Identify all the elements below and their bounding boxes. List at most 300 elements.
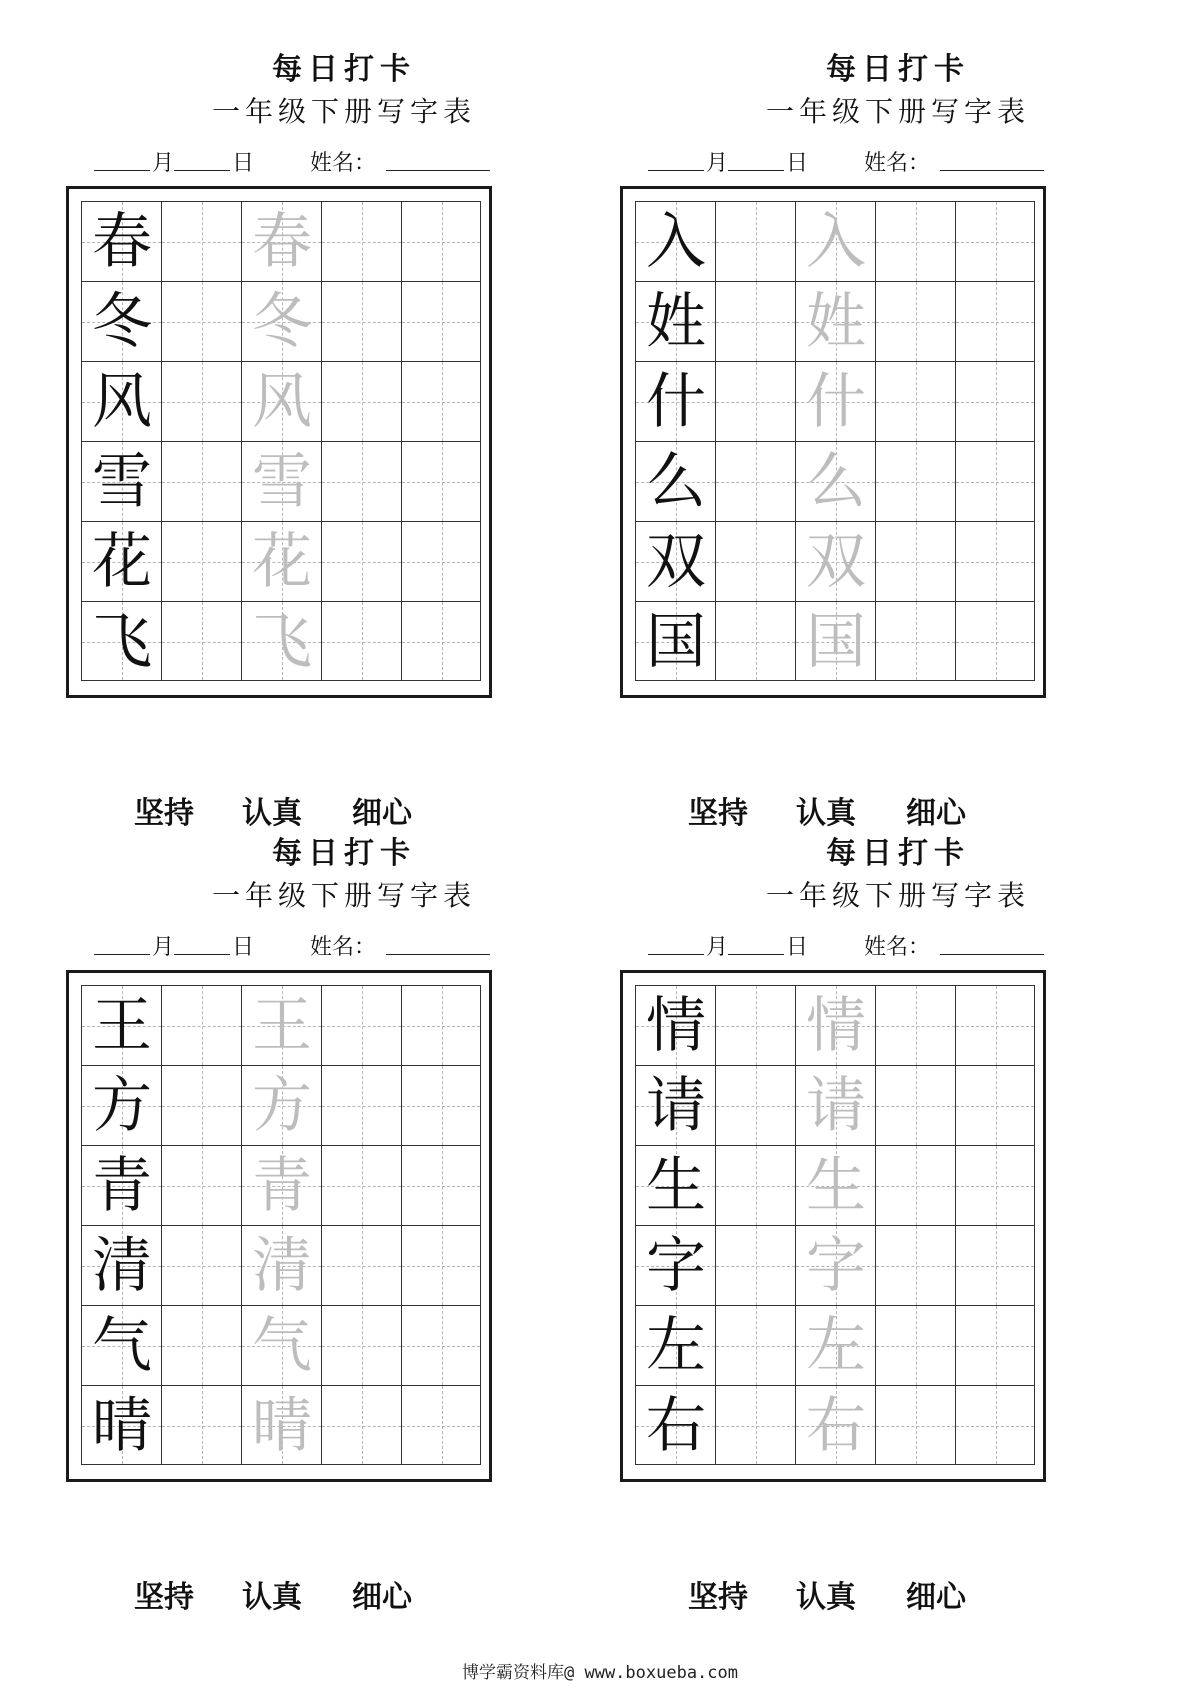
guide-line-horizontal [956, 242, 1034, 243]
trace-character: 飞 [252, 607, 312, 677]
month-blank[interactable] [94, 930, 150, 955]
guide-line-horizontal [402, 1026, 480, 1027]
practice-cell[interactable] [161, 201, 241, 281]
motto-row [618, 1572, 1178, 1615]
day-blank[interactable] [728, 146, 784, 171]
practice-cell[interactable] [321, 985, 401, 1065]
model-character: 气 [92, 1311, 152, 1381]
model-character: 青 [92, 1151, 152, 1221]
guide-line-horizontal [716, 1186, 795, 1187]
trace-char-cell [241, 281, 321, 361]
guide-line-horizontal [162, 1346, 241, 1347]
writing-grid [635, 985, 1035, 1465]
day-label: 日 [786, 151, 809, 176]
practice-cell[interactable] [401, 201, 481, 281]
practice-cell[interactable] [875, 1385, 955, 1465]
motto-word: 细心 [906, 796, 966, 831]
guide-line-horizontal [876, 1186, 955, 1187]
practice-cell[interactable] [321, 1065, 401, 1145]
practice-cell[interactable] [161, 361, 241, 441]
trace-character: 左 [806, 1311, 866, 1381]
model-char-cell [635, 1225, 715, 1305]
guide-line-horizontal [322, 322, 401, 323]
practice-cell[interactable] [321, 521, 401, 601]
day-blank[interactable] [728, 930, 784, 955]
guide-line-horizontal [876, 402, 955, 403]
writing-grid-frame [620, 970, 1046, 1482]
practice-cell[interactable] [161, 1225, 241, 1305]
practice-cell[interactable] [875, 1225, 955, 1305]
model-char-cell [81, 1385, 161, 1465]
trace-char-cell [241, 441, 321, 521]
practice-cell[interactable] [955, 1305, 1035, 1385]
trace-char-cell [241, 361, 321, 441]
writing-grid [81, 985, 481, 1465]
model-char-cell [81, 1305, 161, 1385]
writing-grid-frame [620, 186, 1046, 698]
practice-cell[interactable] [955, 201, 1035, 281]
month-blank[interactable] [94, 146, 150, 171]
name-label: 姓名： [864, 151, 931, 176]
sheet-subtitle: 一年级下册写字表 [765, 879, 1030, 912]
practice-cell[interactable] [875, 1305, 955, 1385]
guide-line-horizontal [876, 1026, 955, 1027]
guide-line-horizontal [716, 1346, 795, 1347]
name-label: 姓名： [864, 935, 931, 960]
guide-line-horizontal [322, 1026, 401, 1027]
practice-cell[interactable] [715, 1225, 795, 1305]
guide-line-horizontal [956, 1106, 1034, 1107]
guide-line-horizontal [322, 642, 401, 643]
practice-cell[interactable] [321, 1145, 401, 1225]
model-char-cell [81, 601, 161, 681]
model-char-cell [635, 601, 715, 681]
model-character: 飞 [92, 607, 152, 677]
name-blank[interactable] [386, 930, 490, 955]
trace-character: 右 [806, 1391, 866, 1461]
guide-line-horizontal [876, 482, 955, 483]
sheet-title: 每日打卡 [826, 836, 970, 871]
model-char-cell [81, 1065, 161, 1145]
guide-line-horizontal [716, 562, 795, 563]
guide-line-horizontal [322, 482, 401, 483]
trace-char-cell [795, 201, 875, 281]
model-character: 左 [646, 1311, 706, 1381]
model-character: 方 [92, 1071, 152, 1141]
practice-cell[interactable] [401, 1385, 481, 1465]
model-character: 风 [92, 367, 152, 437]
guide-line-horizontal [956, 1266, 1034, 1267]
trace-char-cell [241, 1305, 321, 1385]
guide-line-horizontal [162, 322, 241, 323]
trace-char-cell [795, 1305, 875, 1385]
trace-char-cell [241, 985, 321, 1065]
practice-cell[interactable] [715, 1305, 795, 1385]
date-name-row [648, 930, 1148, 962]
guide-line-horizontal [876, 1346, 955, 1347]
guide-line-horizontal [876, 1266, 955, 1267]
model-character: 生 [646, 1151, 706, 1221]
writing-grid [81, 201, 481, 681]
trace-character: 春 [252, 207, 312, 277]
trace-character: 什 [806, 367, 866, 437]
month-label: 月 [706, 935, 729, 960]
trace-character: 王 [252, 991, 312, 1061]
motto-word: 细心 [906, 1580, 966, 1615]
guide-line-horizontal [956, 1186, 1034, 1187]
trace-char-cell [241, 601, 321, 681]
practice-cell[interactable] [955, 521, 1035, 601]
trace-char-cell [241, 1065, 321, 1145]
practice-cell[interactable] [161, 985, 241, 1065]
trace-char-cell [795, 1145, 875, 1225]
guide-line-horizontal [876, 1106, 955, 1107]
guide-line-horizontal [402, 1266, 480, 1267]
practice-cell[interactable] [401, 1065, 481, 1145]
trace-character: 姓 [806, 287, 866, 357]
footer-watermark: 博学霸资料库@ www.boxueba.com [462, 1663, 738, 1683]
practice-cell[interactable] [401, 985, 481, 1065]
guide-line-horizontal [402, 642, 480, 643]
practice-cell[interactable] [875, 1145, 955, 1225]
name-blank[interactable] [940, 146, 1044, 171]
guide-line-horizontal [876, 562, 955, 563]
model-char-cell [81, 441, 161, 521]
practice-cell[interactable] [875, 1065, 955, 1145]
motto-word: 细心 [352, 1580, 412, 1615]
practice-cell[interactable] [955, 601, 1035, 681]
guide-line-horizontal [322, 1346, 401, 1347]
model-char-cell [635, 281, 715, 361]
guide-line-horizontal [716, 642, 795, 643]
trace-char-cell [795, 361, 875, 441]
date-name-row [648, 146, 1148, 178]
guide-line-horizontal [402, 562, 480, 563]
model-character: 清 [92, 1231, 152, 1301]
writing-grid-frame [66, 970, 492, 1482]
practice-cell[interactable] [161, 1385, 241, 1465]
guide-line-horizontal [322, 1426, 401, 1427]
model-character: 晴 [92, 1391, 152, 1461]
practice-cell[interactable] [715, 1145, 795, 1225]
guide-line-horizontal [162, 1026, 241, 1027]
guide-line-horizontal [322, 242, 401, 243]
model-character: 字 [646, 1231, 706, 1301]
model-char-cell [81, 521, 161, 601]
practice-cell[interactable] [715, 361, 795, 441]
model-char-cell [635, 1385, 715, 1465]
trace-character: 双 [806, 527, 866, 597]
practice-cell[interactable] [161, 441, 241, 521]
trace-char-cell [241, 521, 321, 601]
guide-line-horizontal [402, 242, 480, 243]
practice-cell[interactable] [161, 1145, 241, 1225]
practice-sheet [618, 828, 1178, 1628]
trace-char-cell [795, 601, 875, 681]
guide-line-horizontal [956, 482, 1034, 483]
guide-line-horizontal [956, 1426, 1034, 1427]
model-character: 姓 [646, 287, 706, 357]
trace-character: 方 [252, 1071, 312, 1141]
model-char-cell [635, 1065, 715, 1145]
guide-line-horizontal [716, 242, 795, 243]
model-character: 请 [646, 1071, 706, 1141]
practice-cell[interactable] [401, 1305, 481, 1385]
guide-line-vertical [442, 602, 443, 680]
practice-cell[interactable] [955, 1065, 1035, 1145]
practice-cell[interactable] [955, 985, 1035, 1065]
practice-cell[interactable] [875, 601, 955, 681]
practice-cell[interactable] [401, 601, 481, 681]
model-char-cell [81, 1225, 161, 1305]
guide-line-vertical [996, 1386, 997, 1464]
practice-cell[interactable] [875, 985, 955, 1065]
model-char-cell [635, 361, 715, 441]
model-character: 入 [646, 207, 706, 277]
practice-cell[interactable] [321, 441, 401, 521]
guide-line-horizontal [322, 562, 401, 563]
model-character: 什 [646, 367, 706, 437]
guide-line-horizontal [162, 1266, 241, 1267]
trace-character: 青 [252, 1151, 312, 1221]
guide-line-horizontal [956, 402, 1034, 403]
guide-line-horizontal [716, 482, 795, 483]
month-label: 月 [152, 935, 175, 960]
trace-character: 风 [252, 367, 312, 437]
guide-line-horizontal [162, 1186, 241, 1187]
guide-line-horizontal [956, 322, 1034, 323]
practice-cell[interactable] [875, 441, 955, 521]
practice-cell[interactable] [321, 1385, 401, 1465]
trace-char-cell [241, 201, 321, 281]
model-character: 雪 [92, 447, 152, 517]
model-char-cell [81, 985, 161, 1065]
guide-line-horizontal [956, 1346, 1034, 1347]
month-label: 月 [706, 151, 729, 176]
trace-character: 清 [252, 1231, 312, 1301]
sheet-title: 每日打卡 [272, 836, 416, 871]
model-char-cell [635, 201, 715, 281]
practice-cell[interactable] [321, 281, 401, 361]
practice-cell[interactable] [401, 1145, 481, 1225]
practice-cell[interactable] [715, 601, 795, 681]
guide-line-horizontal [402, 1426, 480, 1427]
practice-cell[interactable] [955, 281, 1035, 361]
date-name-row [94, 930, 594, 962]
guide-line-vertical [916, 1386, 917, 1464]
model-char-cell [81, 1145, 161, 1225]
guide-line-horizontal [716, 1106, 795, 1107]
day-blank[interactable] [174, 146, 230, 171]
practice-cell[interactable] [955, 441, 1035, 521]
practice-cell[interactable] [875, 281, 955, 361]
guide-line-horizontal [322, 1266, 401, 1267]
practice-cell[interactable] [161, 281, 241, 361]
trace-char-cell [795, 1065, 875, 1145]
model-char-cell [635, 985, 715, 1065]
guide-line-horizontal [956, 1026, 1034, 1027]
guide-line-vertical [202, 602, 203, 680]
guide-line-horizontal [716, 1026, 795, 1027]
guide-line-horizontal [162, 642, 241, 643]
practice-cell[interactable] [161, 521, 241, 601]
trace-char-cell [795, 1385, 875, 1465]
guide-line-vertical [202, 1386, 203, 1464]
model-character: 王 [92, 991, 152, 1061]
model-character: 双 [646, 527, 706, 597]
month-blank[interactable] [648, 930, 704, 955]
name-blank[interactable] [386, 146, 490, 171]
model-character: 国 [646, 607, 706, 677]
guide-line-horizontal [402, 1346, 480, 1347]
practice-cell[interactable] [955, 1145, 1035, 1225]
practice-cell[interactable] [401, 441, 481, 521]
model-char-cell [635, 441, 715, 521]
practice-cell[interactable] [161, 601, 241, 681]
guide-line-horizontal [876, 642, 955, 643]
practice-cell[interactable] [161, 1305, 241, 1385]
guide-line-vertical [362, 602, 363, 680]
name-blank[interactable] [940, 930, 1044, 955]
motto-word: 认真 [796, 1580, 856, 1615]
practice-cell[interactable] [715, 985, 795, 1065]
guide-line-vertical [442, 1386, 443, 1464]
sheet-title: 每日打卡 [272, 52, 416, 87]
model-character: 情 [646, 991, 706, 1061]
guide-line-horizontal [162, 242, 241, 243]
practice-cell[interactable] [875, 521, 955, 601]
day-blank[interactable] [174, 930, 230, 955]
model-character: 春 [92, 207, 152, 277]
sheet-subtitle: 一年级下册写字表 [211, 95, 476, 128]
motto-word: 认真 [242, 1580, 302, 1615]
sheet-subtitle: 一年级下册写字表 [211, 879, 476, 912]
motto-row [64, 788, 624, 831]
motto-row [618, 788, 1178, 831]
trace-char-cell [795, 521, 875, 601]
trace-char-cell [241, 1385, 321, 1465]
model-character: 右 [646, 1391, 706, 1461]
motto-word: 坚持 [134, 1580, 194, 1615]
model-char-cell [635, 1305, 715, 1385]
practice-cell[interactable] [955, 1225, 1035, 1305]
guide-line-horizontal [322, 1106, 401, 1107]
guide-line-horizontal [162, 1426, 241, 1427]
practice-sheet [64, 828, 624, 1628]
day-label: 日 [232, 151, 255, 176]
month-blank[interactable] [648, 146, 704, 171]
practice-cell[interactable] [401, 281, 481, 361]
guide-line-horizontal [162, 562, 241, 563]
practice-cell[interactable] [955, 1385, 1035, 1465]
guide-line-horizontal [402, 482, 480, 483]
trace-char-cell [241, 1225, 321, 1305]
motto-word: 认真 [796, 796, 856, 831]
practice-cell[interactable] [715, 201, 795, 281]
writing-grid [635, 201, 1035, 681]
trace-char-cell [795, 281, 875, 361]
guide-line-horizontal [162, 402, 241, 403]
month-label: 月 [152, 151, 175, 176]
model-char-cell [635, 521, 715, 601]
practice-cell[interactable] [955, 361, 1035, 441]
day-label: 日 [232, 935, 255, 960]
practice-cell[interactable] [715, 281, 795, 361]
model-character: 么 [646, 447, 706, 517]
trace-character: 字 [806, 1231, 866, 1301]
guide-line-vertical [996, 602, 997, 680]
practice-cell[interactable] [401, 1225, 481, 1305]
guide-line-horizontal [716, 1426, 795, 1427]
practice-cell[interactable] [715, 1065, 795, 1145]
trace-char-cell [795, 1225, 875, 1305]
guide-line-horizontal [876, 1426, 955, 1427]
practice-sheet [618, 44, 1178, 844]
writing-grid-frame [66, 186, 492, 698]
motto-word: 认真 [242, 796, 302, 831]
guide-line-horizontal [876, 322, 955, 323]
guide-line-horizontal [322, 402, 401, 403]
practice-cell[interactable] [401, 361, 481, 441]
sheet-title: 每日打卡 [826, 52, 970, 87]
guide-line-horizontal [402, 322, 480, 323]
trace-character: 生 [806, 1151, 866, 1221]
guide-line-vertical [362, 1386, 363, 1464]
trace-character: 花 [252, 527, 312, 597]
name-label: 姓名： [310, 151, 377, 176]
model-char-cell [81, 201, 161, 281]
trace-character: 国 [806, 607, 866, 677]
trace-character: 么 [806, 447, 866, 517]
guide-line-vertical [756, 1386, 757, 1464]
practice-cell[interactable] [715, 1385, 795, 1465]
guide-line-horizontal [402, 1186, 480, 1187]
practice-cell[interactable] [715, 521, 795, 601]
practice-cell[interactable] [321, 1225, 401, 1305]
guide-line-horizontal [162, 1106, 241, 1107]
guide-line-vertical [756, 602, 757, 680]
guide-line-horizontal [322, 1186, 401, 1187]
trace-character: 雪 [252, 447, 312, 517]
guide-line-horizontal [956, 562, 1034, 563]
day-label: 日 [786, 935, 809, 960]
practice-cell[interactable] [161, 1065, 241, 1145]
guide-line-horizontal [162, 482, 241, 483]
guide-line-horizontal [402, 1106, 480, 1107]
model-char-cell [635, 1145, 715, 1225]
practice-cell[interactable] [875, 201, 955, 281]
practice-cell[interactable] [875, 361, 955, 441]
sheet-subtitle: 一年级下册写字表 [765, 95, 1030, 128]
guide-line-horizontal [716, 402, 795, 403]
practice-cell[interactable] [715, 441, 795, 521]
practice-cell[interactable] [321, 1305, 401, 1385]
practice-sheet [64, 44, 624, 844]
guide-line-vertical [916, 602, 917, 680]
practice-cell[interactable] [321, 201, 401, 281]
trace-character: 冬 [252, 287, 312, 357]
practice-cell[interactable] [321, 361, 401, 441]
trace-character: 情 [806, 991, 866, 1061]
model-char-cell [81, 281, 161, 361]
motto-word: 坚持 [688, 1580, 748, 1615]
motto-row [64, 1572, 624, 1615]
trace-char-cell [241, 1145, 321, 1225]
practice-cell[interactable] [401, 521, 481, 601]
practice-cell[interactable] [321, 601, 401, 681]
trace-character: 请 [806, 1071, 866, 1141]
trace-char-cell [795, 985, 875, 1065]
